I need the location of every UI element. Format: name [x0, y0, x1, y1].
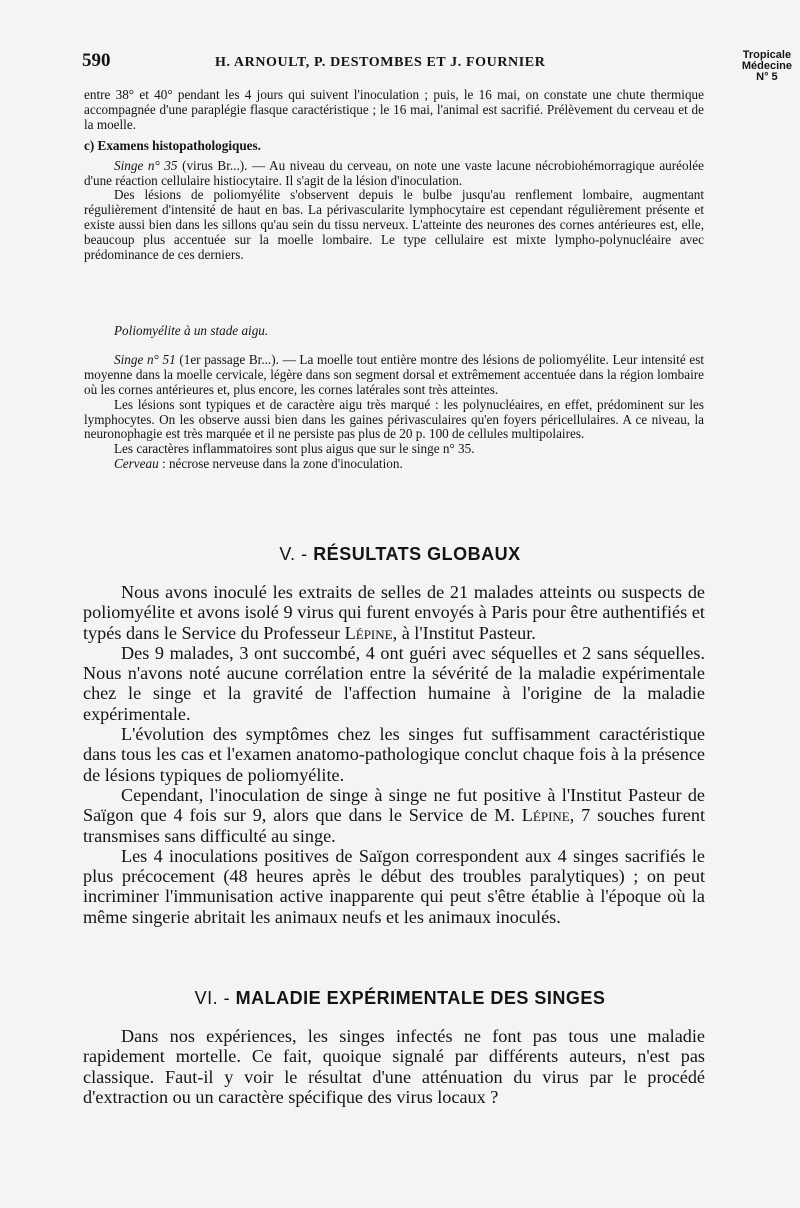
paragraph: [83, 785, 705, 846]
paragraph-text: (virus Br...). — Au niveau du cerveau, on note une vaste lacune nécrobiohémorragique auréolée d'une réaction cellulaire histiocytaire. Il s'agit de la lésion d'inoculation.: [84, 157, 704, 188]
specimen-label: Singe n° 51: [114, 351, 176, 367]
subsection-heading: c) Examens histopathologiques.: [84, 137, 261, 153]
paragraph: Les caractères inflammatoires sont plus aigus que sur le singe n° 35.: [114, 441, 475, 457]
paragraph: [84, 457, 704, 472]
journal-issue: N° 5: [756, 71, 778, 83]
person-name: Lépine: [344, 622, 393, 643]
section-5-body: [83, 582, 705, 927]
paragraph: Dans nos expériences, les singes infectés ne font pas tous une maladie rapidement mortelle. Ce fait, quoique signalé par différents auteurs, n'est pas classique. Faut-il y voir le résultat d'une atténuation du virus par le procédé d'extraction ou un caractère spécifique des virus locaux ?: [83, 1026, 705, 1107]
section-title: MALADIE EXPÉRIMENTALE DES SINGES: [235, 988, 606, 1008]
journal-line-2: Médecine: [741, 60, 792, 72]
paragraph-text: : nécrose nerveuse dans la zone d'inoculation.: [158, 456, 403, 472]
page-number: 590: [82, 50, 111, 71]
section-heading-6: [0, 988, 800, 1009]
section-heading-5: [0, 544, 800, 565]
section-6-body: [83, 1026, 705, 1107]
section-title: RÉSULTATS GLOBAUX: [313, 544, 521, 564]
section-number: V. -: [279, 544, 308, 564]
top-text-block: [84, 88, 704, 263]
section-number: VI. -: [194, 988, 231, 1008]
paragraph-text: , 7 souches furent transmises sans difficulté au singe.: [83, 805, 705, 846]
paragraph: Les 4 inoculations positives de Saïgon correspondent aux 4 singes sacrifiés le plus précocement (48 heures après le début des troubles paralytiques) ; on peut incriminer l'immunisation active inapparente qui peut s'être établie à l'époque où la même singerie abritait les animaux neufs et les animaux inoculés.: [83, 845, 705, 927]
paragraph: [84, 159, 704, 189]
paragraph: entre 38° et 40° pendant les 4 jours qui suivent l'inoculation ; puis, le 16 mai, on constate une chute thermique accompagnée d'une paraplégie flasque caractéristique ; le 16 mai, l'animal est sacrifié. Prélèvement du cerveau et de la moelle.: [84, 87, 704, 132]
paragraph: L'évolution des symptômes chez les singes fut suffisamment caractéristique dans tous les cas et l'examen anatomo-pathologique conclut chaque fois à la présence de lésions typiques de poliomyélite.: [83, 724, 705, 785]
paragraph: Des 9 malades, 3 ont succombé, 4 ont guéri avec séquelles et 2 sans séquelles. Nous n'avons noté aucune corrélation entre la sévérité de la maladie expérimentale chez le singe et la gravité de l'affection humaine à l'origine de la maladie expérimentale.: [83, 642, 705, 724]
paragraph-text: (1er passage Br...). — La moelle tout entière montre des lésions de poliomyélite. Leur intensité est moyenne dans la moelle cervicale, légère dans son segment dorsal et extrêmement accentuée dans la région lombaire où les cornes antérieures et, plus encore, les cornes latérales sont très atteintes.: [84, 351, 705, 397]
running-header-authors: H. ARNOULT, P. DESTOMBES ET J. FOURNIER: [215, 55, 546, 70]
subsection-heading: Poliomyélite à un stade aigu.: [114, 323, 269, 338]
paragraph: Des lésions de poliomyélite s'observent depuis le bulbe jusqu'au renflement lombaire, augmentant régulièrement d'intensité de haut en bas. La périvascularite lymphocytaire est cependant régulièrement présente et existe aussi bien dans les sillons qu'au sein du tissu nerveux. L'atteinte des neurones des cornes antérieures est, elle, beaucoup plus accentuée sur la moelle lombaire. Le type cellulaire est mixte lympho-polynucléaire avec prédominance de ces derniers.: [84, 187, 704, 263]
paragraph-text: Nous avons inoculé les extraits de selles de 21 malades atteints ou suspects de poliomyélite et avons isolé 9 virus qui furent envoyés à Paris pour être authentifiés et typés dans le Service du Professeur: [83, 582, 705, 643]
paragraph-text: , à l'Institut Pasteur.: [392, 622, 536, 643]
paragraph: [83, 582, 705, 643]
person-name: Lépine: [521, 805, 570, 826]
journal-line-1: Tropicale: [742, 49, 792, 61]
paragraph-text: Cependant, l'inoculation de singe à singe ne fut positive à l'Institut Pasteur de Saïgon que 4 fois sur 9, alors que dans le Service de M.: [83, 784, 705, 826]
specimen-label: Cerveau: [114, 456, 159, 472]
paragraph: [84, 353, 704, 398]
specimen-label: Singe n° 35: [114, 157, 178, 173]
journal-marker: [742, 50, 792, 83]
paragraph: Les lésions sont typiques et de caractère aigu très marqué : les polynucléaires, en effet, prédominent sur les lymphocytes. On les observe aussi bien dans les gaines périvasculaires qu'en foyers péricellulaires. A ce niveau, la neuronophagie est très marquée et il ne persiste pas plus de 20 p. 100 de cellules multipolaires.: [84, 396, 704, 442]
middle-text-block: [84, 324, 704, 472]
